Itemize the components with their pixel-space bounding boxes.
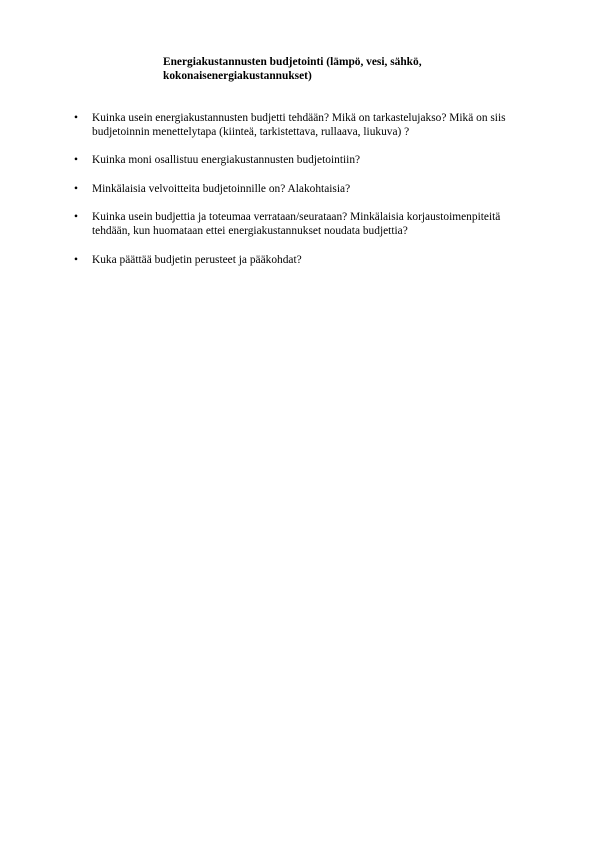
question-list: [74, 112, 544, 282]
question-item-obligations: [74, 183, 544, 197]
question-item-comparison: [74, 211, 544, 238]
bullet-icon: •: [74, 154, 78, 167]
document-title: [163, 56, 493, 83]
question-text: [92, 211, 544, 238]
bullet-icon: •: [74, 211, 78, 224]
question-line: budjetoinnin menettelytapa (kiinteä, tarkistettava, rullaava, liukuva) ?: [92, 125, 410, 138]
question-item-participants: [74, 154, 544, 168]
question-text: [92, 183, 544, 197]
question-line: Minkälaisia velvoitteita budjetoinnille on? Alakohtaisia?: [92, 182, 351, 195]
bullet-icon: •: [74, 112, 78, 124]
question-line: Kuinka usein energiakustannusten budjetti tehdään? Mikä on tarkastelujakso? Mikä on siis: [92, 112, 506, 124]
question-item-decision-maker: [74, 254, 544, 268]
bullet-icon: •: [74, 253, 78, 266]
question-text: [92, 112, 544, 139]
question-line: tehdään, kun huomataan ettei energiakustannukset noudata budjettia?: [92, 224, 408, 237]
question-line: Kuka päättää budjetin perusteet ja pääkohdat?: [92, 253, 302, 266]
question-line: Kuinka moni osallistuu energiakustannusten budjetointiin?: [92, 154, 361, 167]
question-text: [92, 154, 544, 168]
question-item-frequency: [74, 112, 544, 139]
question-line: Kuinka usein budjettia ja toteumaa verrataan/seurataan? Minkälaisia korjaustoimenpiteitä: [92, 211, 501, 224]
question-text: [92, 254, 544, 268]
bullet-icon: •: [74, 182, 78, 195]
title-line: kokonaisenergiakustannukset): [163, 69, 312, 82]
title-line: Energiakustannusten budjetointi (lämpö, vesi, sähkö,: [163, 56, 422, 68]
